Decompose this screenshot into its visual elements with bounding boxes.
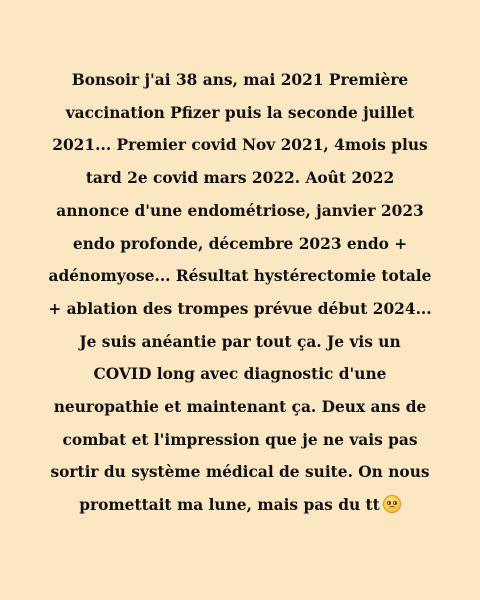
post-line: sortir du système médical de suite. On nous [50,463,430,482]
post-text [40,64,440,522]
post-line: COVID long avec diagnostic d'une [93,365,387,384]
post-line: Bonsoir j'ai 38 ans, mai 2021 Première [71,71,409,89]
post-line: adénomyose... Résultat hystérectomie totale [48,267,432,286]
post-line: annonce d'une endométriose, janvier 2023 [56,201,424,220]
post-line-text: promettait ma lune, mais pas du tt [79,496,380,515]
post-line: + ablation des trompes prévue début 2024... [48,299,432,318]
post-line: neuropathie et maintenant ça. Deux ans de [53,398,427,417]
post-line: endo profonde, décembre 2023 endo + [72,234,408,253]
post-line: 2021... Premier covid Nov 2021, 4mois plus [52,136,428,155]
pleading-face-icon [383,495,401,513]
post-line: combat et l'impression que je ne vais pas [62,430,418,449]
post-line: vaccination Pfizer puis la seconde juillet [65,103,415,122]
post-line: tard 2e covid mars 2022. Août 2022 [85,169,395,188]
post-line: Je suis anéantie par tout ça. Je vis un [79,332,401,351]
post-line-last [40,489,440,522]
